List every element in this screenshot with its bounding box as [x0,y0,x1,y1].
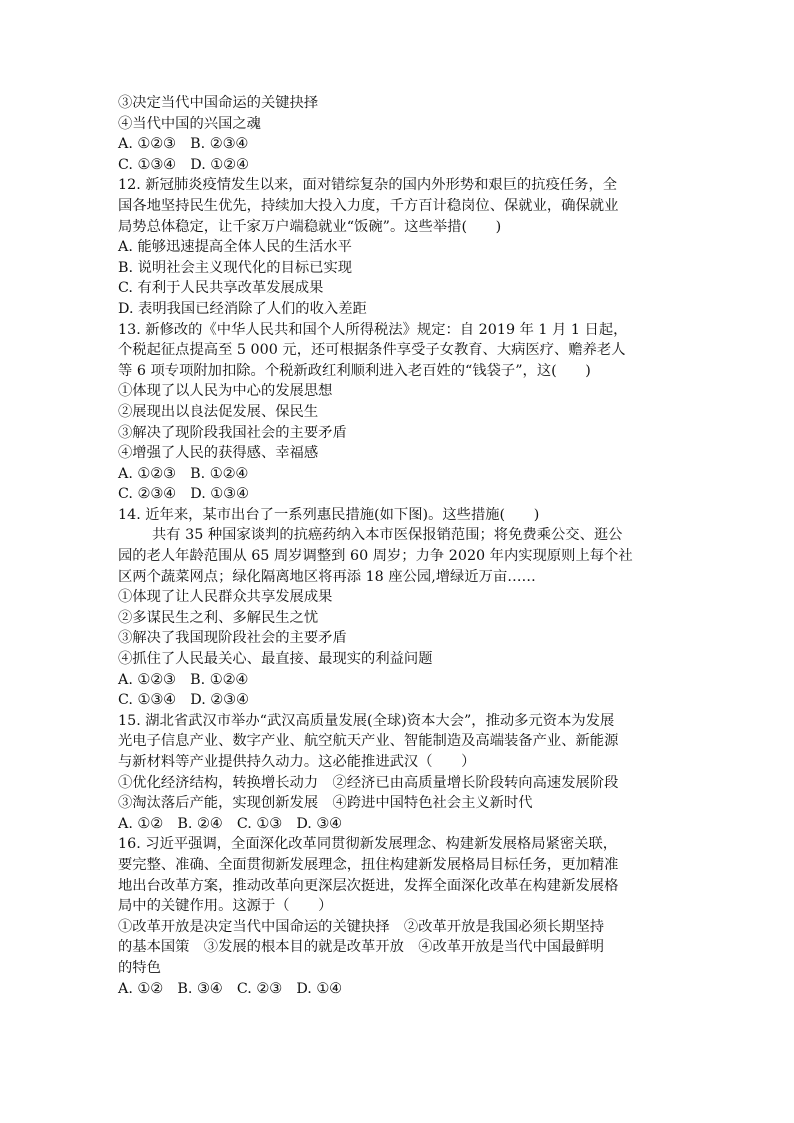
question-stem: 13. 新修改的《中华人民共和国个人所得税法》规定：自 2019 年 1 月 1 日起， [118,321,628,338]
statement-item: ③解决了我国现阶段社会的主要矛盾 [118,630,347,647]
answer-option: D. 表明我国已经消除了人们的收入差距 [118,300,367,317]
question-stem: 个税起征点提高至 5 000 元，还可根据条件享受子女教育、大病医疗、赡养老人 [118,342,626,359]
question-stem: 14. 近年来，某市出台了一系列惠民措施(如下图)。这些措施( ) [118,506,540,523]
material-text: 园的老人年龄范围从 65 周岁调整到 60 周岁；力争 2020 年内实现原则上每个社 [118,548,633,565]
question-stem: 16. 习近平强调，全面深化改革同贯彻新发展理念、构建新发展格局紧密关联， [118,836,618,853]
answer-options: C. ①③④ D. ②③④ [118,692,249,709]
statement-item: ③解决了现阶段我国社会的主要矛盾 [118,424,347,441]
statement-item: ④抓住了人民最关心、最直接、最现实的利益问题 [118,651,433,668]
statement-item: ①体现了以人民为中心的发展思想 [118,383,333,400]
question-stem: 15. 湖北省武汉市举办“武汉高质量发展(全球)资本大会”，推动多元资本为发展 [118,712,615,729]
exam-page [118,93,678,999]
answer-options: A. ①②③ B. ①②④ [118,671,249,688]
answer-option: A. 能够迅速提高全体人民的生活水平 [118,239,352,256]
question-12 [118,175,678,319]
material-text: 共有 35 种国家谈判的抗癌药纳入本市医保报销范围；将免费乘公交、逛公 [152,527,623,544]
statement-item: 的特色 [118,959,161,976]
question-stem: 局势总体稳定，让千家万户端稳就业“饭碗”。这些举措( ) [118,218,502,235]
statement-item: ①改革开放是决定当代中国命运的关键抉择 ②改革开放是我国必须长期坚持 [118,918,605,935]
answer-options: A. ①②③ B. ①②④ [118,465,249,482]
statement-item: ③决定当代中国命运的关键抉择 [118,95,319,111]
statement-item: ①优化经济结构，转换增长动力 ②经济已由高质量增长阶段转向高速发展阶段 [118,774,619,791]
answer-options: A. ①② B. ③④ C. ②③ D. ①④ [118,980,342,997]
statement-item: 的基本国策 ③发展的根本目的就是改革开放 ④改革开放是当代中国最鲜明 [118,939,605,956]
question-stem: 要完整、准确、全面贯彻新发展理念，扭住构建新发展格局目标任务，更加精准 [118,856,619,873]
answer-options: A. ①② B. ②④ C. ①③ D. ③④ [118,815,342,832]
material-text: 区两个蔬菜网点；绿化隔离地区将再添 18 座公园,增绿近万亩…… [118,568,536,585]
statement-item: ④当代中国的兴国之魂 [118,115,261,132]
question-stem: 局中的关键作用。这源于（ ） [118,898,333,915]
question-stem: 与新材料等产业提供持久动力。这必能推进武汉（ ） [118,754,476,770]
answer-option: C. 有利于人民共享改革发展成果 [118,280,324,297]
statement-item: ④增强了人民的获得感、幸福感 [118,445,319,462]
statement-item: ①体现了让人民群众共享发展成果 [118,589,333,606]
question-stem: 国各地坚持民生优先，持续加大投入力度，千方百计稳岗位、保就业，确保就业 [118,197,619,214]
question-stem: 光电子信息产业、数字产业、航空航天产业、智能制造及高端装备产业、新能源 [118,733,619,750]
statement-item: ②展现出以良法促发展、保民生 [118,403,319,420]
question-stem: 12. 新冠肺炎疫情发生以来，面对错综复杂的国内外形势和艰巨的抗疫任务，全 [118,177,618,194]
answer-options: C. ①③④ D. ①②④ [118,156,249,173]
question-stem: 等 6 项专项附加扣除。个税新政红利顺利进入老百姓的“钱袋子”，这( ) [118,362,591,379]
statement-item: ③淘汰落后产能，实现创新发展 ④跨进中国特色社会主义新时代 [118,795,533,812]
question-15 [118,711,678,835]
statement-item: ②多谋民生之利、多解民生之忧 [118,609,319,626]
question-stem: 地出台改革方案，推动改革向更深层次挺进，发挥全面深化改革在构建新发展格 [118,877,619,894]
question-13 [118,320,678,505]
answer-options: C. ②③④ D. ①③④ [118,486,249,503]
answer-options: A. ①②③ B. ②③④ [118,136,249,153]
question-16 [118,834,678,999]
question-11-tail [118,93,678,175]
answer-option: B. 说明社会主义现代化的目标已实现 [118,259,353,276]
question-14 [118,505,678,711]
